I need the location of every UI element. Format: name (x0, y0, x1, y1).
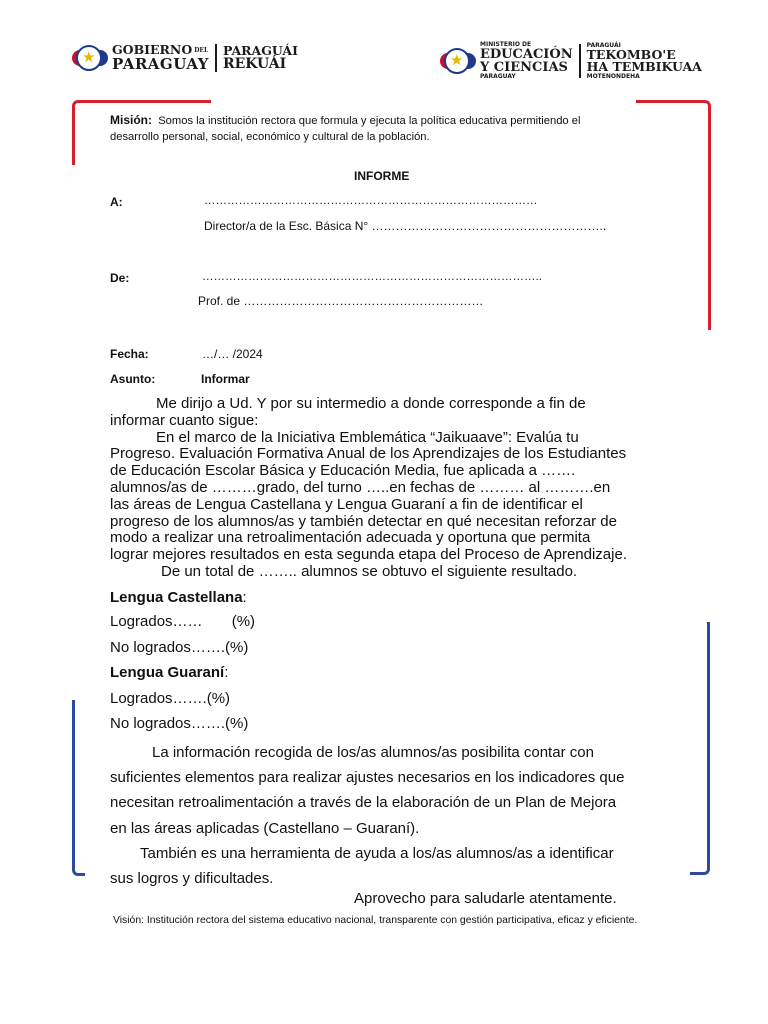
national-seal-icon: ★ (72, 45, 108, 71)
mision-statement (110, 112, 650, 145)
gov-logo-line2: PARAGUAY (112, 54, 209, 73)
guarani-achieved: Logrados…….(%) (110, 690, 231, 707)
gov-logo-line1: GOBIERNO (112, 42, 193, 58)
date-label: Fecha: (110, 347, 149, 361)
mec-logo-guarani-line1: TEKOMBO'E (586, 46, 676, 62)
guarani-heading (110, 664, 228, 681)
gobierno-paraguay-logo (72, 44, 298, 72)
to-label: A: (110, 195, 123, 209)
body-line: las áreas de Lengua Castellana y Lengua Guaraní a fin de identificar el (110, 495, 583, 513)
farewell: Aprovecho para saludarle atentamente. (354, 890, 617, 907)
logo-divider (215, 44, 217, 72)
body-line: alumnos/as de ………grado, del turno …..en fechas de ……… al ……….en (110, 478, 611, 496)
vision-statement: Visión: Institución rectora del sistema educativo nacional, transparente con gestión participativa, eficaz y eficiente. (113, 915, 638, 926)
report-body (110, 396, 670, 581)
mec-logo-guarani-top: PARAGUÁI (586, 41, 621, 49)
subject-value: Informar (201, 372, 250, 386)
body-line: informar cuanto sigue: (110, 411, 259, 429)
mision-line2: desarrollo personal, social, económico y cultural de la población. (110, 131, 430, 143)
closing-line: sus logros y dificultades. (110, 870, 274, 888)
body-line: progreso de los alumnos/as y también detectar en qué necesitan reforzar de (110, 512, 617, 530)
closing-paragraph (110, 740, 670, 891)
mision-label: Misión: (110, 113, 152, 127)
mec-logo-divider (579, 44, 581, 78)
mec-logo-guarani-line2: HA TEMBIKUAA (586, 59, 702, 74)
mec-logo-bottom: PARAGUAY (480, 73, 516, 80)
to-role: Director/a de la Esc. Básica N° ………………………………………………….. (204, 219, 607, 233)
from-dots: …………………………………………………………………………….. (202, 271, 542, 283)
closing-line: necesitan retroalimentación a través de la elaboración de un Plan de Mejora (110, 794, 617, 812)
castellano-not-achieved: No logrados…….(%) (110, 639, 249, 656)
gov-logo-line1-small: DEL (194, 46, 209, 54)
closing-line: La información recogida de los/as alumnos/as posibilita contar con (152, 744, 594, 761)
castellano-heading (110, 589, 247, 606)
body-line: Progreso. Evaluación Formativa Anual de los Aprendizajes de los Estudiantes (110, 445, 627, 463)
castellano-heading-text: Lengua Castellana (110, 589, 243, 606)
mec-logo-top: MINISTERIO DE (480, 41, 532, 48)
to-dots: …………………………………………………………………………… (204, 195, 538, 207)
from-role: Prof. de …………………………………………………… (198, 294, 484, 308)
closing-line: en las áreas aplicadas (Castellano – Guaraní). (110, 819, 420, 837)
body-line: En el marco de la Iniciativa Emblemática “Jaikuaave”: Evalúa tu (156, 428, 579, 446)
guarani-heading-text: Lengua Guaraní (110, 664, 225, 681)
date-value: …/… /2024 (202, 347, 263, 361)
body-line: modo a realizar una retroalimentación adecuada y oportuna que permita (110, 529, 591, 547)
mec-seal-icon: ★ (440, 48, 476, 74)
mec-logo-line1: EDUCACIÓN (480, 47, 573, 62)
mec-logo-guarani-bottom: MOTENONDEHA (586, 72, 640, 80)
blue-bracket-left (72, 700, 85, 876)
body-line: De un total de …….. alumnos se obtuvo el siguiente resultado. (161, 562, 578, 580)
guarani-not-achieved: No logrados…….(%) (110, 715, 249, 732)
body-line: de Educación Escolar Básica y Educación Media, fue aplicada a ……. (110, 462, 576, 480)
body-line: lograr mejores resultados en esta segunda etapa del Proceso de Aprendizaje. (110, 546, 627, 564)
from-label: De: (110, 271, 130, 285)
closing-line: También es una herramienta de ayuda a los/as alumnos/as a identificar (140, 844, 614, 862)
gov-logo-guarani-line2: REKUÁI (222, 56, 287, 73)
mec-logo (440, 42, 702, 80)
mision-line1: Somos la institución rectora que formula y ejecuta la política educativa permitiendo el (158, 115, 581, 127)
castellano-heading-colon: : (242, 589, 247, 606)
guarani-heading-colon: : (224, 664, 229, 681)
mec-logo-line2: Y CIENCIAS (480, 60, 568, 75)
document-title: INFORME (354, 169, 410, 183)
blue-bracket-right (690, 622, 710, 875)
castellano-achieved: Logrados…… (%) (110, 613, 256, 630)
closing-line: suficientes elementos para realizar ajustes necesarios en los indicadores que (110, 769, 625, 787)
body-line: Me dirijo a Ud. Y por su intermedio a donde corresponde a fin de (156, 395, 586, 412)
subject-label: Asunto: (110, 372, 156, 386)
gov-logo-guarani-line1: PARAGUÁI (222, 42, 298, 58)
